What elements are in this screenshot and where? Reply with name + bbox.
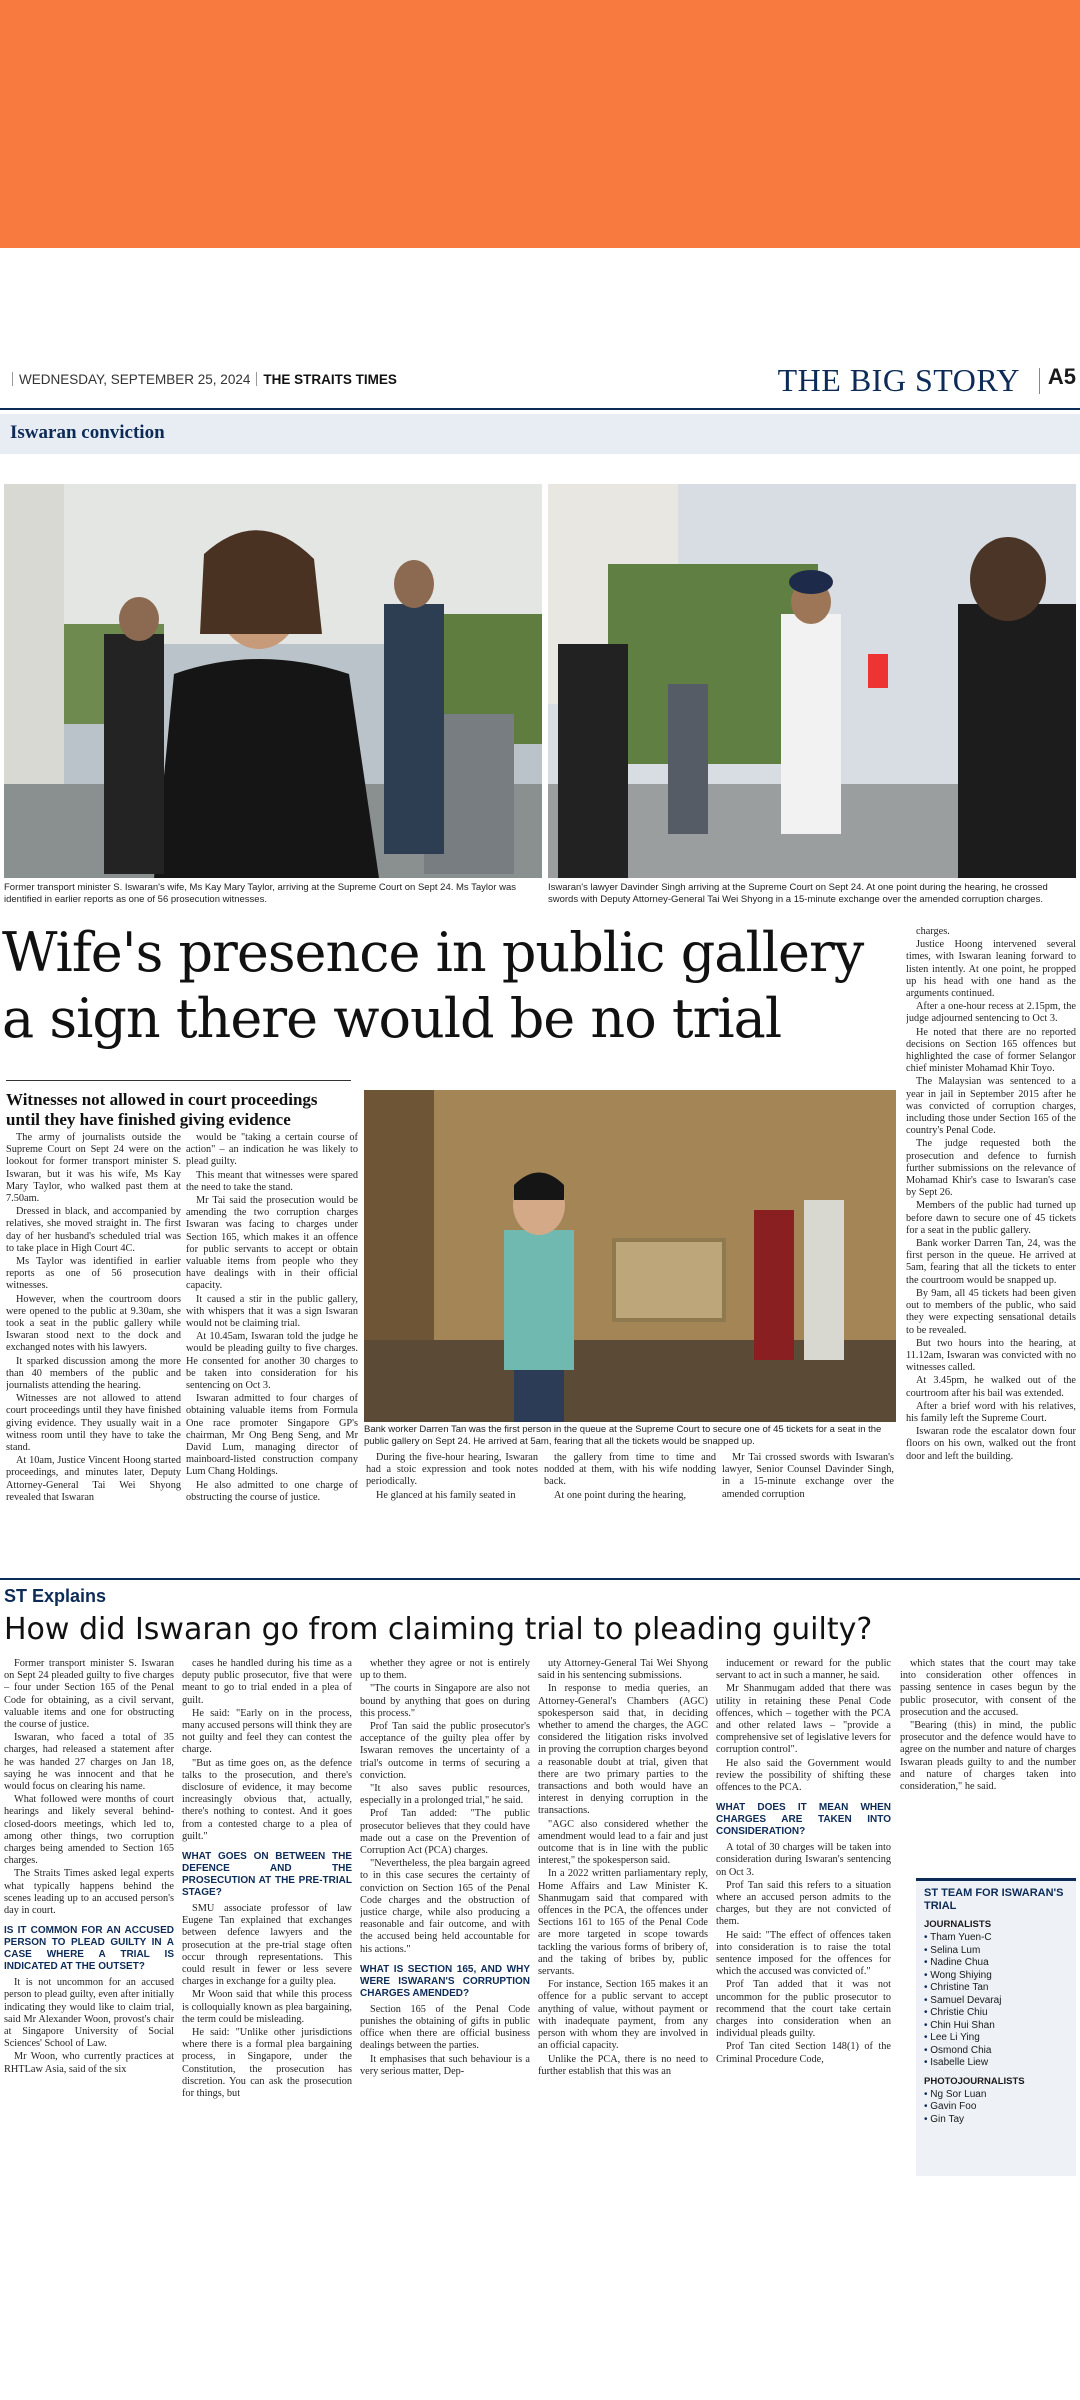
header-rule: [0, 408, 1080, 410]
story2-paragraph: uty Attorney-General Tai Wei Shyong said in his sentencing submissions.: [538, 1658, 708, 1682]
story2-column-2: [182, 1658, 352, 2178]
story2-paragraph: For instance, Section 165 makes it an offence for a public servant to accept anything of value, without payment or with inadequate payment, from any person with whom they are involved in an official capacity.: [538, 1979, 708, 2052]
story1-column-5: Mr Tai crossed swords with Iswaran's lawyer, Senior Counsel Davinder Singh, in a 15-minute exchange over the amended corruption: [722, 1452, 894, 1500]
photojournalists-label: PHOTOJOURNALISTS: [924, 2075, 1025, 2087]
story2-paragraph: What followed were months of court hearings and likely several behind-closed-doors meetings, which led to, among other things, two corruption charges being amended to Section 165 charges.: [4, 1794, 174, 1867]
story2-paragraph: SMU associate professor of law Eugene Tan explained that exchanges between defence lawyers and the prosecution at the pre-trial stage often occur through representations. This could result in fewer or less severe charges in exchange for a guilty plea.: [182, 1903, 352, 1988]
team-title: ST TEAM FOR ISWARAN'S TRIAL: [924, 1887, 1064, 1912]
photo3-caption: Bank worker Darren Tan was the first person in the queue at the Supreme Court to secure one of 45 tickets for a seat in the public gallery on Sept 24. He arrived at 5am, fearing that all the tickets would be snapped up.: [364, 1424, 882, 1447]
section-label: Iswaran conviction: [10, 422, 165, 443]
story2-paragraph: inducement or reward for the public servant to act in such a manner, he said.: [716, 1658, 891, 1682]
story2-paragraph: Section 165 of the Penal Code punishes the obtaining of gifts in public office when there are official business dealings between the parties.: [360, 2003, 530, 2052]
section-label-bar: [0, 414, 1080, 454]
story2-paragraph: "The courts in Singapore are also not bound by anything that goes on during this process.": [360, 1683, 530, 1719]
st-explains-label: ST Explains: [4, 1586, 107, 1606]
story2-subhead: WHAT IS SECTION 165, AND WHY WERE ISWARAN'S CORRUPTION CHARGES AMENDED?: [360, 1963, 530, 1999]
photo1-caption: Former transport minister S. Iswaran's wife, Ms Kay Mary Taylor, arriving at the Supreme Court on Sept 24. Ms Taylor was identified in earlier reports as one of 56 prosecution witnesses.: [4, 882, 517, 905]
story2-column-6: [900, 1658, 1076, 1876]
story1-subhead: Witnesses not allowed in court proceedings until they have finished giving evidence: [6, 1090, 318, 1129]
story2-column-5: [716, 1658, 891, 2178]
story2-subhead: WHAT GOES ON BETWEEN THE DEFENCE AND THE PROSECUTION AT THE PRE-TRIAL STAGE?: [182, 1851, 352, 1899]
page-header: [0, 362, 1080, 402]
story2-column-3: [360, 1658, 530, 2178]
story2-paragraph: It is not uncommon for an accused person to plead guilty, even after initially indicating they would like to claim trial, said Mr Alexander Woon, provost's chair at Singapore University of Social Sciences' School of Law.: [4, 1977, 174, 2050]
story1-headline: Wife's presence in public gallery a sign there would be no trial: [2, 921, 864, 1050]
photo-queue: [364, 1090, 896, 1422]
st-team-box: [916, 1878, 1076, 2176]
story2-paragraph: cases he handled during his time as a deputy public prosecutor, five that were meant to go to trial ended in a plea of guilt.: [182, 1658, 352, 1706]
story2-paragraph: Mr Woon, who currently practices at RHTLaw Asia, said of the six: [4, 2051, 174, 2075]
photo-lawyer-arriving: [548, 484, 1076, 878]
story2-paragraph: He said: "Unlike other jurisdictions where there is a formal plea bargaining process, in Singapore, under the Constitution, the prosecution has discretion. You can ask the prosecution for things, but: [182, 2027, 352, 2100]
story2-paragraph: He said: "The effect of offences taken into consideration is to raise the total sentence imposed for the offences for which the accused was convicted of.": [716, 1929, 891, 1978]
story2-paragraph: A total of 30 charges will be taken into consideration during Iswaran's sentencing on Oct 3.: [716, 1842, 891, 1878]
story2-paragraph: "Bearing (this) in mind, the public prosecutor and the defence would have to agree on the number and nature of charges Iswaran pleads guilty to and the number and nature of charges taken into consideration," he said.: [900, 1720, 1076, 1793]
story2-paragraph: It emphasises that such behaviour is a very serious matter, Dep-: [360, 2053, 530, 2077]
story2-paragraph: Former transport minister S. Iswaran on Sept 24 pleaded guilty to five charges – four under Section 165 of the Penal Code for obtaining, as a civil servant, valuable items and one for obstructing the course of justice.: [4, 1658, 174, 1731]
journalists-list: • Tham Yuen-C • Selina Lum • Nadine Chua • Wong Shiying • Christine Tan • Samuel Devaraj • Christie Chiu • Chin Hui Shan • Lee Li Ying • Osmond Chia • Isabelle Liew: [924, 1932, 1068, 2070]
story2-paragraph: "But as time goes on, as the defence talks to the prosecution, and there's disclosure of evidence, it may become increasingly obvious that, actually, there's nothing to contest. And it goes from a contested charge to a plea of guilt.": [182, 1757, 352, 1842]
story2-column-4: [538, 1658, 708, 2178]
app-top-bar: [0, 0, 1080, 248]
story2-paragraph: which states that the court may take into consideration other offences in passing sentence in cases begun by the public prosecutor, with consent of the prosecution and the accused.: [900, 1658, 1076, 1718]
newspaper-name: THE STRAITS TIMES: [263, 372, 397, 387]
photo-wife-arriving: [4, 484, 542, 878]
story2-paragraph: "Nevertheless, the plea bargain agreed to in this case secures the certainty of conviction on Section 165 of the Penal Code charges and the obstruction of justice charge, while also producing a reasonable and fair outcome, and with the accused being held accountable for his actions.": [360, 1858, 530, 1955]
story2-paragraph: The Straits Times asked legal experts what typically happens behind the scenes leading up to an accused person's day in court.: [4, 1868, 174, 1917]
story2-paragraph: Prof Tan cited Section 148(1) of the Criminal Procedure Code,: [716, 2041, 891, 2065]
story2-paragraph: Prof Tan added that it was not uncommon for the public prosecutor to recommend that the court take certain charges into consideration when an individual pleads guilty.: [716, 1979, 891, 2040]
story2-headline: How did Iswaran go from claiming trial to pleading guilty?: [4, 1612, 873, 1647]
story1-column-1: The army of journalists outside the Supreme Court on Sept 24 were on the lookout for former transport minister S. Iswaran, but it was his wife, Ms Kay Mary Taylor, who walked past them at 7.50am. Dressed in black, and accompanied by relatives, she moved straight in. The first day of her husband's scheduled trial was to take place in High Court 4C. Ms Taylor was identified in earlier reports as one of 56 prosecution witnesses. However, when the courtroom doors were opened to the public at 9.30am, she took a seat in the public gallery while Iswaran stood next to the dock and exchanged notes with his lawyers. It sparked discussion among the more than 40 members of the public and journalists attending the hearing. Witnesses are not allowed to attend court proceedings until they have finished giving evidence. They usually wait in a witness room until they have to take the stand. At 10am, Justice Vincent Hoong started proceedings, and minutes later, Deputy Attorney-General Tai Wei Shyong revealed that Iswaran: [6, 1132, 181, 1503]
story2-paragraph: Iswaran, who faced a total of 35 charges, had released a statement after he was handed 27 charges on Jan 18, saying he was innocent and that he would focus on clearing his name.: [4, 1732, 174, 1793]
story1-column-6: charges. Justice Hoong intervened several times, with Iswaran leaning forward to listen intently. At one point, he propped up his head with one hand as the arguments continued. After a one-hour recess at 2.15pm, the judge adjourned sentencing to Oct 3. He noted that there are no reported decisions on Section 165 offences but highlighted the case of former Selangor chief minister Mohamad Khir Toyo. The Malaysian was sentenced to a year in jail in September 2015 after he was convicted of corruption charges, including those under Section 165 of the country's Penal Code. The judge requested both the prosecution and defence to furnish further submissions on the relevance of Mohamad Khir's case to Iswaran's case by Sept 26. Members of the public had turned up before dawn to secure one of 45 tickets for a seat in the public gallery. Bank worker Darren Tan, 24, was the first person in the queue. He arrived at 5am, fearing that all the tickets to enter the courtroom would be snapped up. By 9am, all 45 tickets had been given out to members of the public, who said they were expecting sensational details to be revealed. But two hours into the hearing, at 11.12am, Iswaran was convicted with no witnesses called. At 3.45pm, he walked out of the courtroom after his bail was extended. After a brief word with his relatives, his family left the Supreme Court. Iswaran rode the escalator down four floors on his own, walked out the front door and left the building.: [906, 926, 1076, 1462]
story2-paragraph: Mr Shanmugam added that there was utility in retaining these Penal Code offences, which – together with the PCA and other related laws – "provide a comprehensive set of legislative levers for corruption control".: [716, 1683, 891, 1756]
story1-column-2: would be "taking a certain course of action" – an indication he was likely to plead guilty. This meant that witnesses were spared the need to take the stand. Mr Tai said the prosecution would be amending the two corruption charges Iswaran was facing to charges under Section 165, which makes it an offence for public servants to accept or obtain valuable items from people who they have dealings with in their official capacity. It caused a stir in the public gallery, with whispers that it was a sign Iswaran would not be claiming trial. At 10.45am, Iswaran told the judge he would be pleading guilty to five charges. He consented for another 30 charges to be taken into consideration for his sentencing on Oct 3. Iswaran admitted to four charges of obtaining valuable items from Formula One race promoter Singapore GP's chairman, Mr Ong Beng Seng, and Mr David Lum, managing director of mainboard-listed construction company Lum Chang Holdings. He also admitted to one charge of obstructing the course of justice.: [186, 1132, 358, 1503]
photojournalists-list: • Ng Sor Luan • Gavin Foo • Gin Tay: [924, 2089, 1068, 2127]
story2-paragraph: "AGC also considered whether the amendment would lead to a fair and just outcome that is in line with the public interest," the spokesperson said.: [538, 1818, 708, 1867]
story2-paragraph: Prof Tan said this refers to a situation where an accused person admits to the charges, but they are not convicted of them.: [716, 1879, 891, 1928]
story2-paragraph: In a 2022 written parliamentary reply, Home Affairs and Law Minister K. Shanmugam said that compared with offences in the PCA, the offences under Sections 161 to 165 of the Penal Code are more targeted in scope towards tackling the various forms of bribery of, and the taking of bribes by, public servants.: [538, 1868, 708, 1978]
story2-paragraph: Prof Tan said the public prosecutor's acceptance of the guilty plea offer by Iswaran removes the uncertainty of a trial's outcome in terms of securing a conviction.: [360, 1721, 530, 1781]
story1-column-4: the gallery from time to time and nodded at them, with his wife nodding back. At one point during the hearing,: [544, 1452, 716, 1501]
photo2-caption: Iswaran's lawyer Davinder Singh arriving at the Supreme Court on Sept 24. At one point during the hearing, he crossed swords with Deputy Attorney-General Tai Wei Shyong in a 15-minute exchange over the amended corruption charges.: [548, 882, 1048, 905]
section-title: THE BIG STORY: [777, 362, 1020, 398]
story1-column-3: During the five-hour hearing, Iswaran had a stoic expression and took notes periodically. He glanced at his family seated in: [366, 1452, 538, 1501]
story2-subhead: WHAT DOES IT MEAN WHEN CHARGES ARE TAKEN INTO CONSIDERATION?: [716, 1802, 891, 1838]
story2-paragraph: In response to media queries, an Attorney-General's Chambers (AGC) spokesperson said that, in deciding whether to amend the charges, the AGC considered the litigation risks involved in proving the corruption charges beyond a reasonable doubt at trial, given that there are two primary parties to the transactions and both would have an interest in denying corruption in the transactions.: [538, 1683, 708, 1817]
page-number: A5: [1047, 364, 1076, 389]
story2-paragraph: Unlike the PCA, there is no need to further establish that this was an: [538, 2053, 708, 2077]
story2-column-1: [4, 1658, 174, 2178]
story2-paragraph: whether they agree or not is entirely up to them.: [360, 1658, 530, 1682]
story2-paragraph: He said: "Early on in the process, many accused persons will think they are not guilty and feel they can contest the charge.: [182, 1707, 352, 1756]
story2-subhead: IS IT COMMON FOR AN ACCUSED PERSON TO PLEAD GUILTY IN A CASE WHERE A TRIAL IS INDICATED AT THE OUTSET?: [4, 1925, 174, 1973]
dateline: [6, 372, 397, 387]
story2-paragraph: Prof Tan added: "The public prosecutor believes that they could have made out a case on the Prevention of Corruption Act (PCA) charges.: [360, 1808, 530, 1857]
story2-paragraph: "It also saves public resources, especially in a prolonged trial," he said.: [360, 1783, 530, 1807]
story2-paragraph: Mr Woon said that while this process is colloquially known as plea bargaining, the term could be misleading.: [182, 1989, 352, 2025]
issue-date: WEDNESDAY, SEPTEMBER 25, 2024: [19, 372, 251, 387]
journalists-label: JOURNALISTS: [924, 1919, 992, 1930]
story2-paragraph: He also said the Government would review the possibility of shifting these offences to the PCA.: [716, 1757, 891, 1794]
